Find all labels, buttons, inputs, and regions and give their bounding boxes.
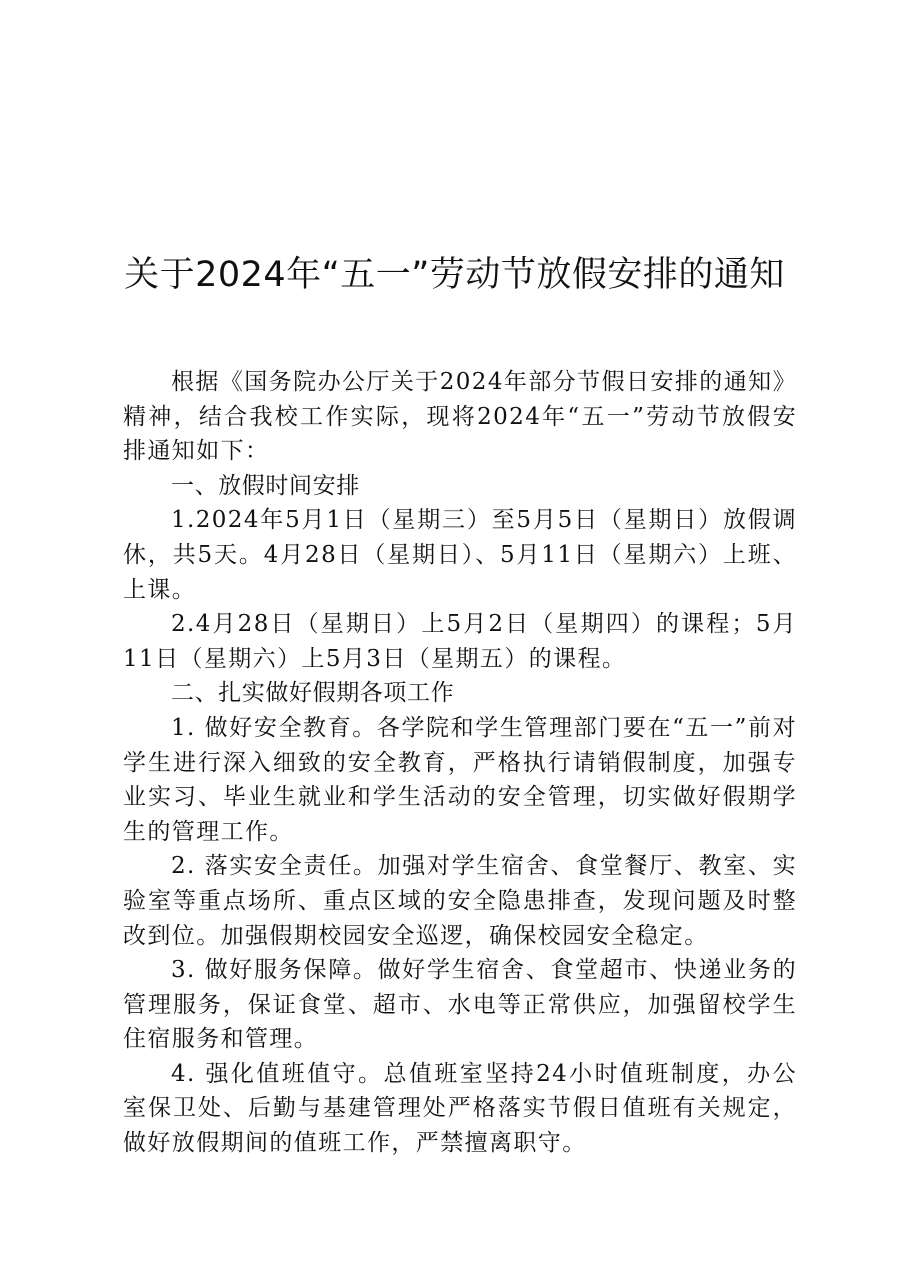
schedule-item-1: 1.2024年5月1日（星期三）至5月5日（星期日）放假调休，共5天。4月28日（星期日）、5月11日（星期六）上班、上课。 [123, 507, 797, 603]
work-item-service-support: 3. 做好服务保障。做好学生宿舍、食堂超市、快递业务的管理服务，保证食堂、超市、水电等正常供应，加强留校学生住宿服务和管理。 [123, 957, 797, 1053]
document-body [123, 365, 797, 1161]
schedule-item-2: 2.4月28日（星期日）上5月2日（星期四）的课程；5月11日（星期六）上5月3日（星期五）的课程。 [123, 611, 797, 672]
intro-paragraph: 根据《国务院办公厅关于2024年部分节假日安排的通知》精神，结合我校工作实际，现将2024年“五一”劳动节放假安排通知如下： [123, 369, 797, 465]
document-title: 关于2024年“五一”劳动节放假安排的通知 [124, 255, 785, 295]
work-item-duty-watch: 4. 强化值班值守。总值班室坚持24小时值班制度，办公室保卫处、后勤与基建管理处严格落实节假日值班有关规定，做好放假期间的值班工作，严禁擅离职守。 [123, 1060, 797, 1157]
section-heading-holiday-work: 二、扎实做好假期各项工作 [171, 680, 455, 707]
work-item-safety-education: 1. 做好安全教育。各学院和学生管理部门要在“五一”前对学生进行深入细致的安全教育，严格执行请销假制度，加强专业实习、毕业生就业和学生活动的安全管理，切实做好假期学生的管理工作。 [123, 714, 797, 845]
section-heading-vacation-schedule: 一、放假时间安排 [171, 472, 360, 499]
work-item-safety-responsibility: 2. 落实安全责任。加强对学生宿舍、食堂餐厅、教室、实验室等重点场所、重点区域的安全隐患排查，发现问题及时整改到位。加强假期校园安全巡逻，确保校园安全稳定。 [123, 853, 797, 949]
